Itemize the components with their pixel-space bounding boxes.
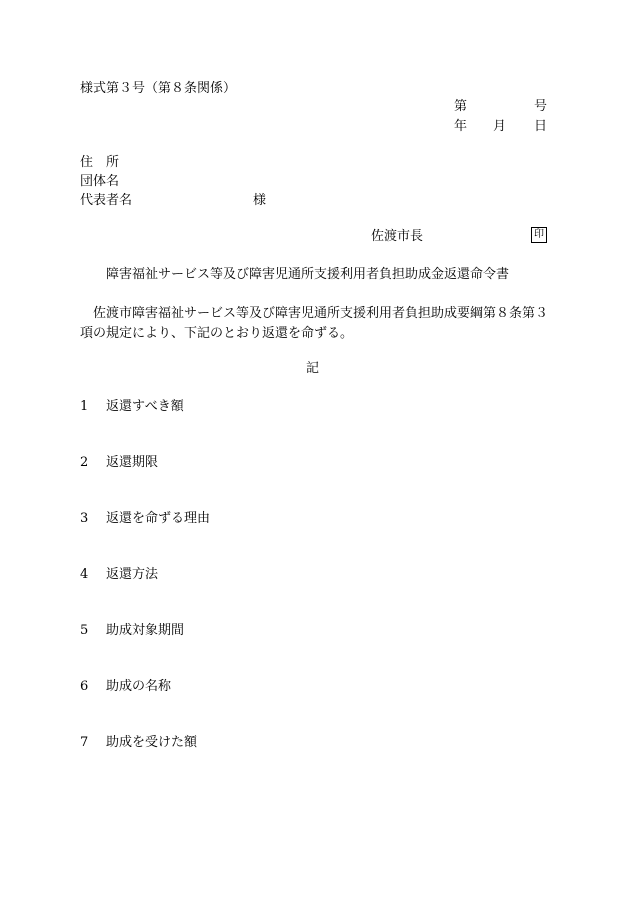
item-label: 返還を命ずる理由	[106, 511, 211, 526]
ki-heading: 記	[306, 361, 320, 376]
list-item	[80, 512, 210, 525]
representative-label: 代表者名	[80, 193, 133, 208]
date-year: 年	[454, 119, 468, 134]
item-number: 3	[80, 511, 89, 526]
item-number: 6	[80, 679, 89, 694]
honorific: 様	[253, 193, 267, 208]
item-number: 4	[80, 567, 89, 582]
list-item	[80, 680, 171, 693]
item-number: 1	[80, 399, 89, 414]
item-label: 返還方法	[106, 567, 159, 582]
address-label: 住 所	[80, 155, 120, 170]
list-item	[80, 568, 158, 581]
doc-number-suffix: 号	[534, 99, 548, 114]
document-title: 障害福祉サービス等及び障害児通所支援利用者負担助成金返還命令書	[106, 267, 510, 282]
list-item	[80, 624, 184, 637]
date-day: 日	[534, 119, 548, 134]
list-item	[80, 736, 197, 749]
item-number: 5	[80, 623, 89, 638]
seal-mark: 印	[531, 227, 547, 243]
doc-number-prefix: 第	[454, 99, 468, 114]
item-number: 7	[80, 735, 89, 750]
item-label: 助成の名称	[106, 679, 172, 694]
group-name-label: 団体名	[80, 174, 120, 189]
list-item	[80, 456, 158, 469]
issuer-title: 佐渡市長	[371, 229, 424, 244]
item-label: 助成対象期間	[106, 623, 185, 638]
item-number: 2	[80, 455, 89, 470]
item-label: 返還すべき額	[106, 399, 184, 414]
date-month: 月	[493, 119, 507, 134]
item-label: 助成を受けた額	[106, 735, 198, 750]
list-item	[80, 400, 184, 413]
document-body: 佐渡市障害福祉サービス等及び障害児通所支援利用者負担助成要綱第８条第３項の規定により、下記のとおり返還を命ずる。	[80, 306, 549, 341]
item-label: 返還期限	[106, 455, 159, 470]
form-number: 様式第３号（第８条関係）	[80, 81, 237, 96]
